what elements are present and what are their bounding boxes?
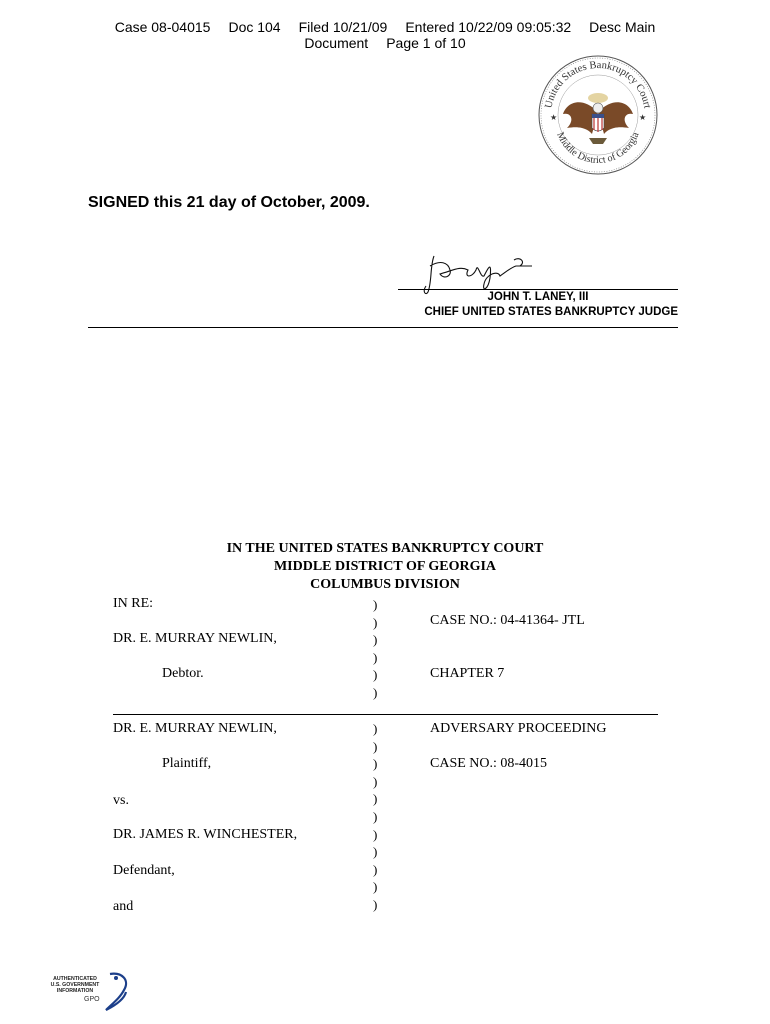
svg-text:★: ★: [550, 113, 558, 122]
plaintiff-label: Plaintiff,: [162, 756, 212, 771]
defendant-label: Defendant,: [113, 863, 175, 878]
divider-rule: [88, 327, 678, 328]
caption-parens-top: ) ) ) ) ) ): [373, 597, 378, 700]
signature-line: [398, 289, 678, 290]
doc-number: Doc 104: [228, 19, 281, 35]
svg-text:Middle District of Georgia: [554, 130, 641, 166]
signed-date-line: SIGNED this 21 day of October, 2009.: [88, 194, 370, 211]
doc-type: Document: [304, 35, 369, 51]
judge-title: CHIEF UNITED STATES BANKRUPTCY JUDGE: [424, 306, 678, 318]
eagle-icon: [102, 970, 132, 1014]
gpo-line3: INFORMATION: [56, 988, 94, 994]
judge-name: JOHN T. LANEY, III: [487, 291, 589, 303]
in-re-label: IN RE:: [113, 596, 154, 611]
defendant-name: DR. JAMES R. WINCHESTER,: [113, 827, 298, 842]
caption-parens-bottom: ) ) ) ) ) ) ) ) ) ) ): [373, 721, 378, 912]
filing-header-line2: [0, 35, 770, 51]
chapter: CHAPTER 7: [430, 666, 505, 681]
adversary-case-number: CASE NO.: 08-4015: [430, 756, 548, 771]
and-label: and: [113, 899, 134, 914]
court-heading-line3: COLUMBUS DIVISION: [310, 577, 460, 592]
svg-text:★: ★: [639, 113, 647, 122]
court-heading-line1: IN THE UNITED STATES BANKRUPTCY COURT: [226, 541, 544, 556]
case-number: Case 08-04015: [114, 19, 211, 35]
seal-top-text: United States Bankruptcy Court: [543, 59, 653, 110]
court-heading-line2: MIDDLE DISTRICT OF GEORGIA: [273, 559, 497, 574]
gpo-text: GPO: [84, 996, 100, 1003]
page-indicator: Page 1 of 10: [386, 35, 466, 51]
case-number-main: CASE NO.: 04-41364- JTL: [430, 613, 585, 628]
filing-header-line1: [0, 19, 770, 35]
entered-date: Entered 10/22/09 09:05:32: [405, 19, 572, 35]
gpo-line2: U.S. GOVERNMENT: [50, 982, 100, 988]
gpo-authentication-logo: [44, 970, 134, 1014]
debtor-name: DR. E. MURRAY NEWLIN,: [113, 631, 277, 646]
debtor-label: Debtor.: [162, 666, 204, 681]
caption-rule: [113, 714, 658, 715]
versus: vs.: [113, 793, 129, 808]
desc: Desc Main: [589, 19, 656, 35]
court-seal-icon: [537, 54, 659, 176]
adversary-proceeding: ADVERSARY PROCEEDING: [430, 721, 607, 736]
plaintiff-name: DR. E. MURRAY NEWLIN,: [113, 721, 277, 736]
filed-date: Filed 10/21/09: [298, 19, 388, 35]
seal-bottom-text: Middle District of Georgia: [554, 130, 642, 167]
gpo-line1: AUTHENTICATED: [53, 976, 97, 982]
